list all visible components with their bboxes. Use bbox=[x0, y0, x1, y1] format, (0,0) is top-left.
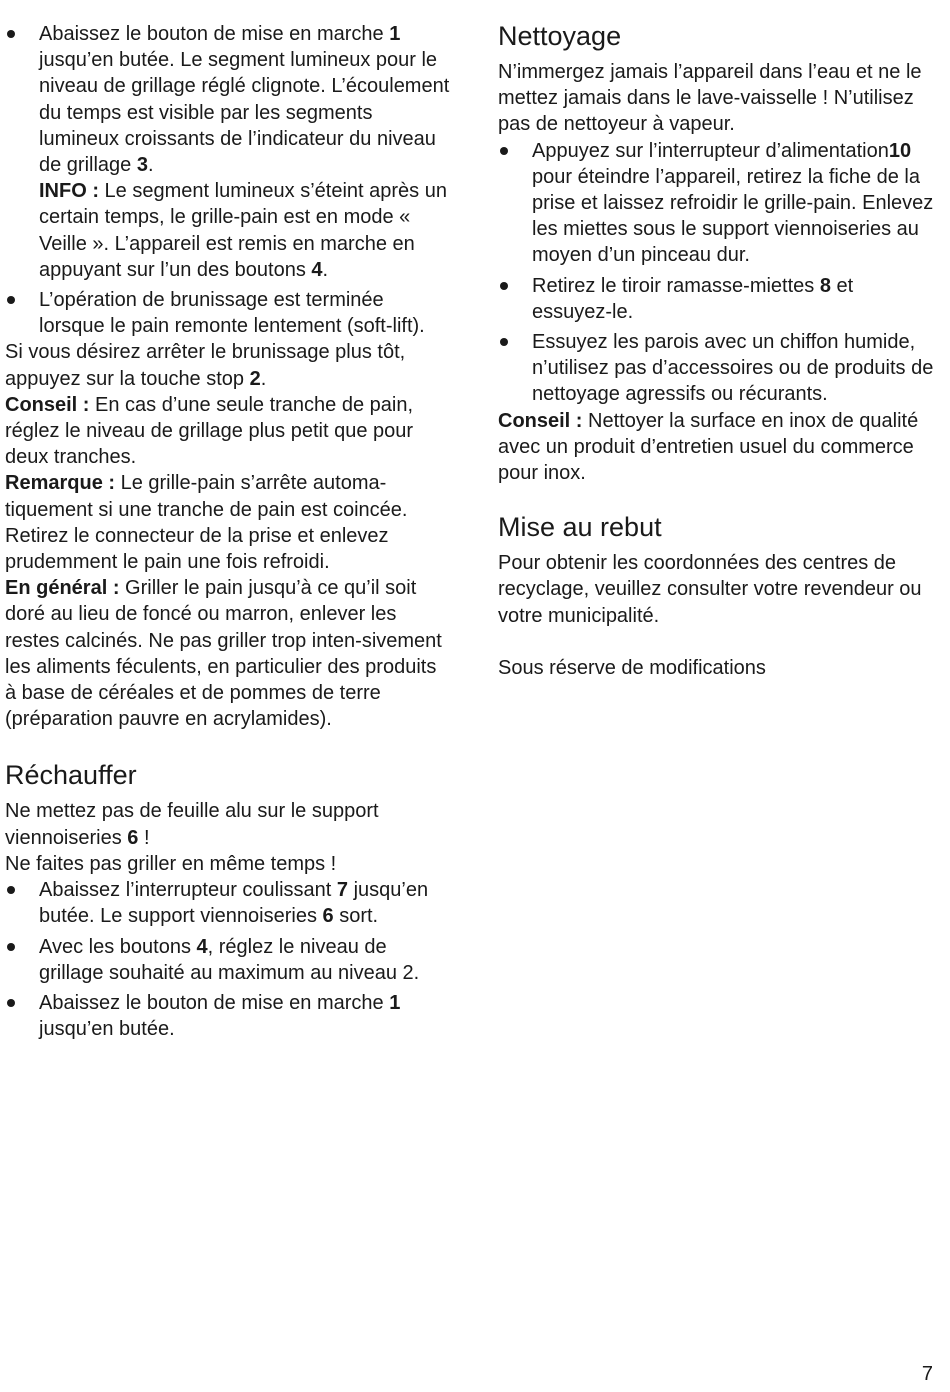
list-item: Abaissez le bouton de mise en marche 1 jusqu’en butée. Le segment lumineux pour le niveau de grillage réglé clignote. L’écoulement du temps est visible par les segments lumineux croissants de l’indicateur du niveau de grillage 3. INFO : Le segment lumineux s’éteint après un certain temps, le grille-pain est en mode « Veille ». L’appareil est remis en marche en appuyant sur l’un des boutons 4. bbox=[5, 21, 451, 283]
list-item: Appuyez sur l’interrupteur d’alimentation10 pour éteindre l’appareil, retirez la fiche de la prise et laissez refroidir le grille-pain. Enlevez les miettes sous le support viennoiseries au moyen d’un pinceau dur. bbox=[498, 138, 938, 269]
list-item: L’opération de brunissage est terminée lorsque le pain remonte lentement (soft-lift). bbox=[5, 287, 451, 339]
nettoyage-heading: Nettoyage bbox=[498, 21, 622, 51]
rechauffer-warning: Ne faites pas griller en même temps ! bbox=[5, 852, 337, 875]
rechauffer-bullet-list bbox=[5, 877, 451, 1042]
list-item: Essuyez les parois avec un chiffon humide, n’utilisez pas d’accessoires ou de produits de nettoyage agressifs ou récurants. bbox=[498, 329, 938, 408]
rebut-text: Pour obtenir les coordonnées des centres de recyclage, veuillez consulter votre revendeur ou votre municipalité. bbox=[498, 552, 922, 627]
general-paragraph: En général : Griller le pain jusqu’à ce qu’il soit doré au lieu de foncé ou marron, enlever les restes calcinés. Ne pas griller trop inten-sivement les aliments féculents, en particulier des produits à base de céréales et de pommes de terre (préparation pauvre en acrylamides). bbox=[5, 577, 442, 731]
page-number: 7 bbox=[921, 1362, 933, 1385]
rechauffer-intro: Ne mettez pas de feuille alu sur le support viennoiseries 6 ! bbox=[5, 800, 379, 849]
usage-bullet-list bbox=[5, 21, 451, 339]
list-item: Retirez le tiroir ramasse-miettes 8 et essuyez-le. bbox=[498, 273, 938, 325]
list-item: Abaissez l’interrupteur coulissant 7 jusqu’en butée. Le support viennoiseries 6 sort. bbox=[5, 877, 451, 929]
reserve-note: Sous réserve de modifications bbox=[498, 656, 766, 679]
info-label: INFO : bbox=[39, 180, 99, 203]
left-column bbox=[5, 21, 451, 1042]
right-column bbox=[498, 21, 938, 681]
remarque-paragraph: Remarque : Le grille-pain s’arrête automa-tiquement si une tranche de pain est coincée. Retirez le connecteur de la prise et enlevez prudemment le pain une fois refroidi. bbox=[5, 472, 408, 574]
rebut-heading: Mise au rebut bbox=[498, 512, 662, 543]
nettoyage-conseil: Conseil : Nettoyer la surface en inox de qualité avec un produit d’entretien usuel du commerce pour inox. bbox=[498, 409, 919, 485]
conseil-paragraph: Conseil : En cas d’une seule tranche de pain, réglez le niveau de grillage plus petit que pour deux tranches. bbox=[5, 393, 414, 469]
list-item: Abaissez le bouton de mise en marche 1 jusqu’en butée. bbox=[5, 990, 451, 1042]
list-item: Avec les boutons 4, réglez le niveau de grillage souhaité au maximum au niveau 2. bbox=[5, 934, 451, 986]
stop-paragraph: Si vous désirez arrêter le brunissage plus tôt, appuyez sur la touche stop 2. bbox=[5, 341, 406, 390]
nettoyage-intro: N’immergez jamais l’appareil dans l’eau et ne le mettez jamais dans le lave-vaisselle ! N’utilisez pas de nettoyeur à vapeur. bbox=[498, 61, 922, 136]
nettoyage-bullet-list bbox=[498, 138, 938, 408]
rechauffer-heading: Réchauffer bbox=[5, 760, 137, 791]
